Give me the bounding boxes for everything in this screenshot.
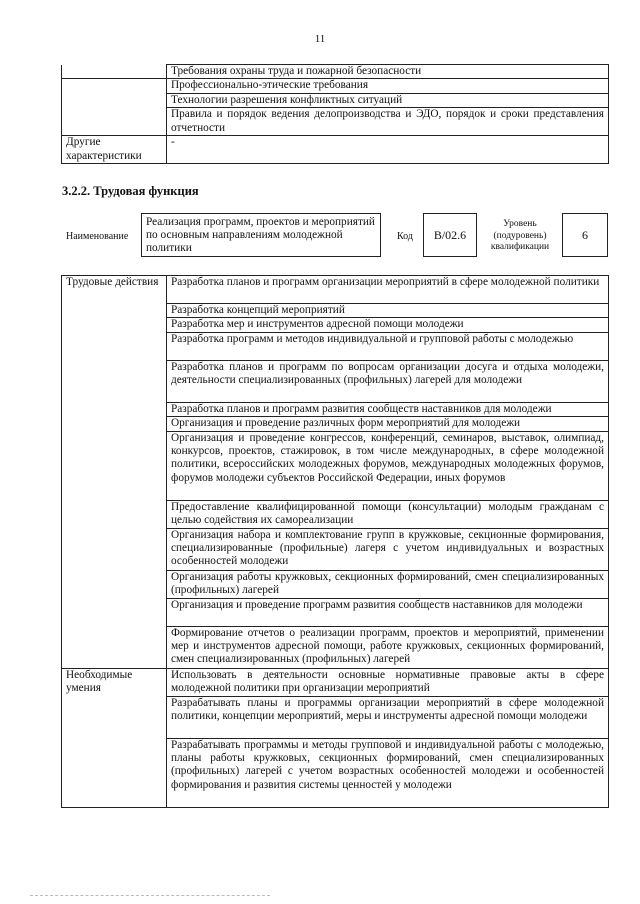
list-item: Разработка программ и методов индивидуальной и групповой работы с молодежью bbox=[167, 332, 609, 360]
list-item: Формирование отчетов о реализации программ, проектов и мероприятий, применении мер и инструментов адресной помощи, работе кружковых, секционных формирований, смен специализированных (профильных) лагерей bbox=[167, 626, 609, 668]
main-table bbox=[61, 275, 609, 808]
list-item: Организация набора и комплектование групп в кружковые, секционные формирования, специализированные (профильные) лагеря с учетом индивидуальных и возрастных особенностей молодежи bbox=[167, 528, 609, 570]
list-item: Разрабатывать планы и программы организации мероприятий в сфере молодежной политики, концепции мероприятий, меры и инструменты адресной помощи молодежи bbox=[167, 696, 609, 738]
list-item: Разработка планов и программ по вопросам организации досуга и отдыха молодежи, деятельности специализированных (профильных) лагерей для молодежи bbox=[167, 360, 609, 402]
list-item: Использовать в деятельности основные нормативные правовые акты в сфере молодежной политики при организации мероприятий bbox=[167, 668, 609, 696]
level-value: 6 bbox=[562, 213, 608, 257]
list-item: Разработка планов и программ организации мероприятий в сфере молодежной политики bbox=[167, 276, 609, 304]
row-text: - bbox=[167, 136, 609, 164]
table-row bbox=[62, 136, 609, 164]
table-row bbox=[62, 65, 609, 79]
list-item: Разработка мер и инструментов адресной помощи молодежи bbox=[167, 318, 609, 332]
row-label bbox=[62, 108, 167, 136]
table-row bbox=[62, 108, 609, 136]
table-row bbox=[62, 93, 609, 107]
row-text: Правила и порядок ведения делопроизводства и ЭДО, порядок и сроки представления отчетности bbox=[167, 108, 609, 136]
name-value: Реализация программ, проектов и мероприятий по основным направлениям молодежной политики bbox=[141, 213, 381, 257]
list-item: Разработка планов и программ развития сообществ наставников для молодежи bbox=[167, 402, 609, 416]
row-label bbox=[62, 65, 167, 79]
list-item: Предоставление квалифицированной помощи (консультации) молодым гражданам с целью содействия их самореализации bbox=[167, 500, 609, 528]
scan-artifact bbox=[30, 895, 270, 900]
list-item: Организация и проведение программ развития сообществ наставников для молодежи bbox=[167, 598, 609, 626]
table-row bbox=[62, 79, 609, 93]
page-number: 11 bbox=[314, 33, 326, 45]
top-table bbox=[61, 64, 609, 164]
list-item: Разрабатывать программы и методы групповой и индивидуальной работы с молодежью, планы работы кружковых, секционных формирований, смен специализированных (профильных) лагерей с учетом возрастных особенностей молодежи и особенностей формирования и развития системы ценностей у молодежи bbox=[167, 738, 609, 807]
row-label: Другие характеристики bbox=[62, 136, 167, 164]
list-item: Организация работы кружковых, секционных формирований, смен специализированных (профильных) лагерей bbox=[167, 570, 609, 598]
code-label: Код bbox=[397, 231, 413, 242]
list-item: Организация и проведение конгрессов, конференций, семинаров, выставок, олимпиад, конкурсов, проектов, стажировок, в том числе международных, в сфере молодежной политики, всероссийских молодежных форумов, международных молодежных форумов, форумов молодежи субъектов Российской Федерации, иных форумов bbox=[167, 431, 609, 500]
level-label: Уровень (подуровень) квалификации bbox=[490, 219, 550, 252]
row-text: Профессионально-этические требования bbox=[167, 79, 609, 93]
table-row bbox=[62, 276, 609, 304]
code-value: B/02.6 bbox=[423, 213, 477, 257]
row-label bbox=[62, 79, 167, 93]
row-text: Технологии разрешения конфликтных ситуаций bbox=[167, 93, 609, 107]
group-label: Необходимые умения bbox=[62, 668, 167, 807]
group-label: Трудовые действия bbox=[62, 276, 167, 669]
list-item: Организация и проведение различных форм мероприятий для молодежи bbox=[167, 417, 609, 431]
row-label bbox=[62, 93, 167, 107]
name-label: Наименование bbox=[66, 231, 129, 242]
table-row bbox=[62, 668, 609, 696]
section-title: 3.2.2. Трудовая функция bbox=[62, 184, 199, 198]
list-item: Разработка концепций мероприятий bbox=[167, 304, 609, 318]
row-text: Требования охраны труда и пожарной безопасности bbox=[167, 65, 609, 79]
